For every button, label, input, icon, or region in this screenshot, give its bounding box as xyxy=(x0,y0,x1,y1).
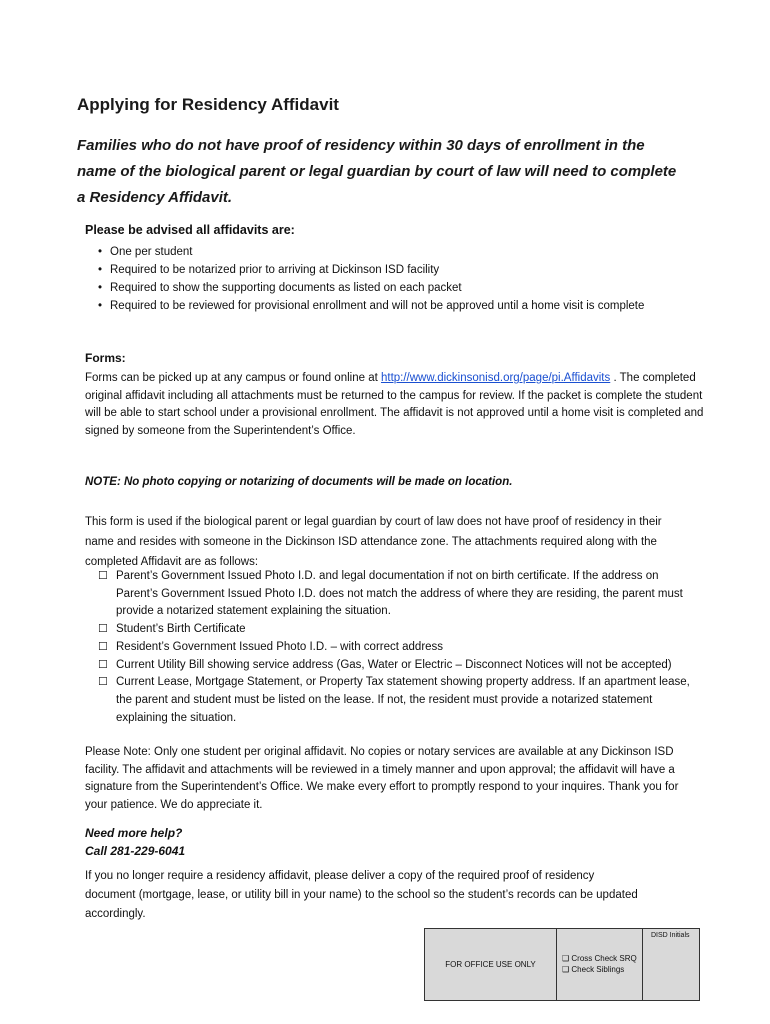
list-item-text: Current Utility Bill showing service address (Gas, Water or Electric – Disconnect Notices will not be accepted) xyxy=(116,658,672,671)
attachments-list xyxy=(98,568,698,727)
page-title: Applying for Residency Affidavit xyxy=(77,95,339,114)
note-text: NOTE: No photo copying or notarizing of documents will be made on location. xyxy=(85,476,513,488)
office-use-box xyxy=(424,928,700,1001)
forms-text-end: . The completed original affidavit including all attachments must be returned to the campus for review. If the packet is complete the student will be able to start school under a provisional enrollment. The affidavit is not approved until a home visit is completed and signed by someone from the Superintendent’s Office. xyxy=(85,372,704,437)
list-item-text: Current Lease, Mortgage Statement, or Property Tax statement showing property address. If an apartment lease, the parent and student must be listed on the lease. If not, the resident must provide a notarized statement explaining the situation. xyxy=(116,676,690,724)
bullet-icon: • xyxy=(98,282,103,294)
list-item-text: One per student xyxy=(110,246,193,258)
intro-paragraph: Families who do not have proof of residency within 30 days of enrollment in the name of the biological parent or legal guardian by court of law will need to complete a Residency Affidavit. xyxy=(77,137,677,206)
affidavits-link[interactable]: http://www.dickinsonisd.org/page/pi.Affidavits xyxy=(380,372,611,384)
bullet-icon: • xyxy=(98,246,103,258)
list-item-text: Required to show the supporting documents as listed on each packet xyxy=(110,282,462,294)
help-phone: Call 281-229-6041 xyxy=(85,844,186,858)
bullet-icon: • xyxy=(98,300,103,312)
list-item-text: Student’s Birth Certificate xyxy=(116,623,246,636)
help-heading: Need more help? xyxy=(85,826,183,840)
list-item xyxy=(98,279,698,297)
please-note-paragraph: Please Note: Only one student per original affidavit. No copies or notary services are available at any Dickinson ISD facility. The affidavit and attachments will be reviewed in a timely manner and upon approval; the affidavit will have a signature from the Superintendent’s Office. We make every effort to promptly respond to your inquires. Thank you for your patience. We do appreciate it. xyxy=(85,746,679,812)
check-siblings-item: ❑ Check Siblings xyxy=(562,965,625,974)
checkbox-icon: ☐ xyxy=(98,676,108,689)
initials-cell xyxy=(643,929,699,1000)
list-item xyxy=(98,621,698,639)
usage-paragraph: This form is used if the biological parent or legal guardian by court of law does not have proof of residency in their name and resides with someone in the Dickinson ISD attendance zone. The attachments required along with the completed Affidavit are as follows: xyxy=(85,516,662,568)
office-use-label: FOR OFFICE USE ONLY xyxy=(425,929,557,1000)
checkbox-icon: ☐ xyxy=(98,658,108,671)
list-item-text: Required to be notarized prior to arriving at Dickinson ISD facility xyxy=(110,264,440,276)
list-item xyxy=(98,568,698,621)
cross-check-item: ❑ Cross Check SRQ xyxy=(562,954,637,963)
advised-list xyxy=(98,243,698,315)
list-item xyxy=(98,297,698,315)
help-section xyxy=(85,824,185,860)
list-item xyxy=(98,243,698,261)
closing-paragraph: If you no longer require a residency affidavit, please deliver a copy of the required proof of residency document (mortgage, lease, or utility bill in your name) to the school so the student’s records can be updated accordingly. xyxy=(85,870,638,920)
checkbox-icon: ☐ xyxy=(98,570,108,582)
list-item-text: Resident’s Government Issued Photo I.D. – with correct address xyxy=(116,640,444,653)
list-item-text: Required to be reviewed for provisional enrollment and will not be approved until a home visit is complete xyxy=(110,300,645,312)
advised-heading: Please be advised all affidavits are: xyxy=(85,223,295,237)
list-item xyxy=(98,261,698,279)
list-item xyxy=(98,639,698,657)
list-item-text: Parent’s Government Issued Photo I.D. and legal documentation if not on birth certificate. If the address on Parent’s Government Issued Photo I.D. does not match the address of where they are residing, the parent must provide a notarized statement explaining the situation. xyxy=(116,570,683,618)
forms-paragraph xyxy=(85,370,705,440)
forms-text-start: Forms can be picked up at any campus or found online at xyxy=(85,372,381,384)
office-checks-cell xyxy=(557,929,643,1000)
checkbox-icon: ☐ xyxy=(98,623,108,636)
initials-label: DISD Initials xyxy=(651,932,690,939)
list-item xyxy=(98,657,698,675)
checkbox-icon: ☐ xyxy=(98,640,108,653)
list-item xyxy=(98,674,698,727)
forms-heading: Forms: xyxy=(85,351,126,365)
bullet-icon: • xyxy=(98,264,103,276)
